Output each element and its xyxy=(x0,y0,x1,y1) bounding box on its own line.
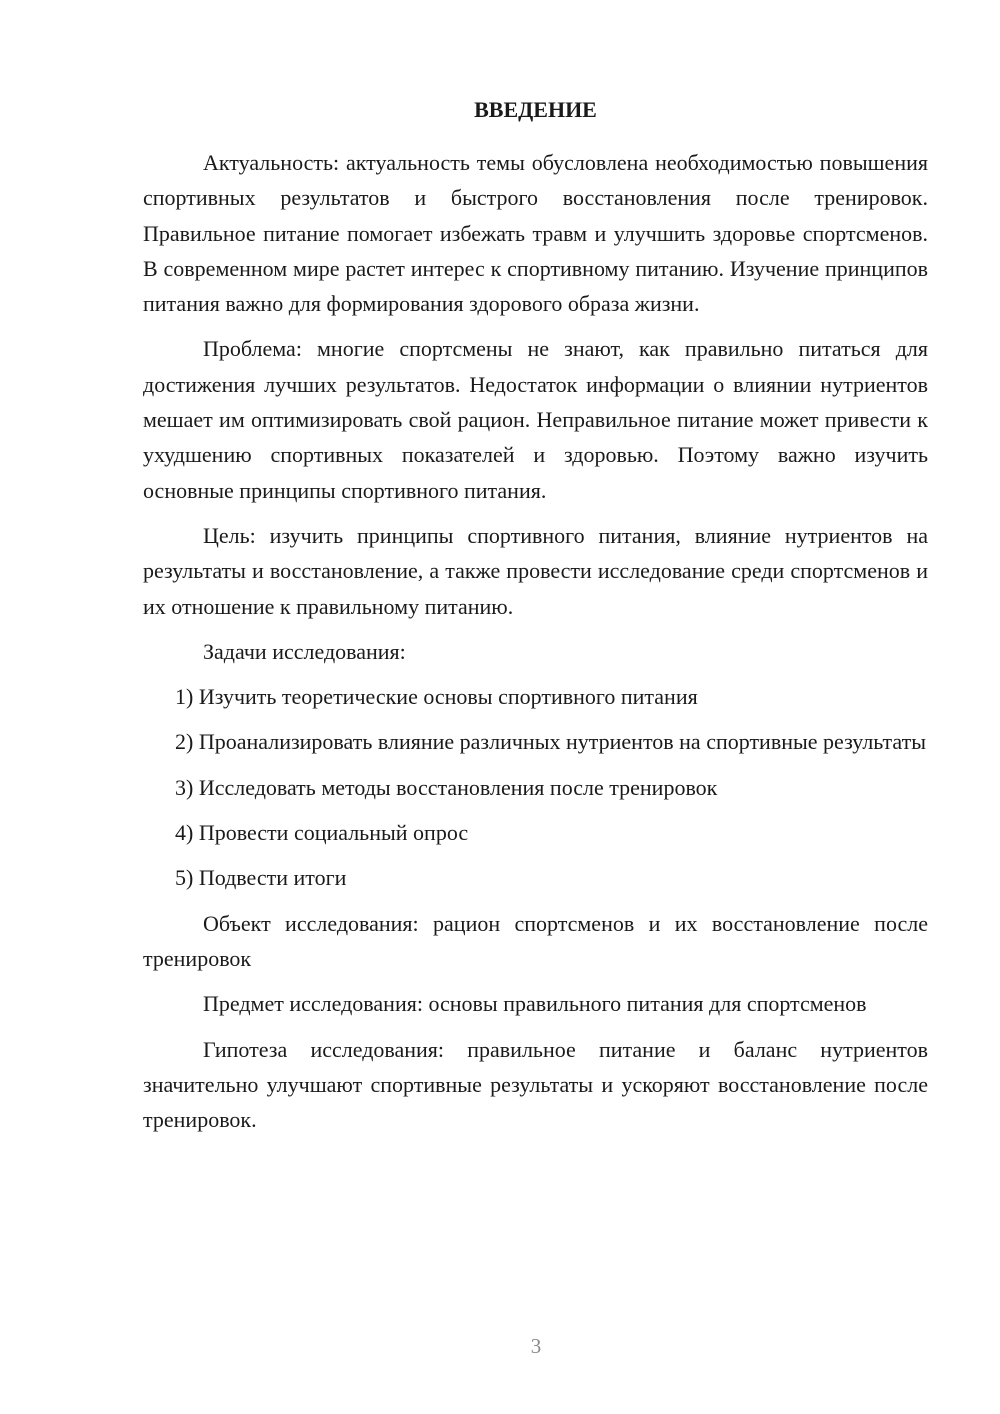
task-item-3: 3) Исследовать методы восстановления после тренировок xyxy=(175,774,718,800)
task-item-1: 1) Изучить теоретические основы спортивного питания xyxy=(175,684,698,710)
page-number: 3 xyxy=(530,1334,542,1358)
problem-paragraph: Проблема: многие спортсмены не знают, как правильно питаться для достижения лучших результатов. Недостаток информации о влиянии нутриентов мешает им оптимизировать свой рацион. Неправильное питание может привести к ухудшению спортивных показателей и здоровью. Поэтому важно изучить основные принципы спортивного питания. xyxy=(143,336,928,503)
relevance-paragraph: Актуальность: актуальность темы обусловлена необходимостью повышения спортивных результатов и быстрого восстановления после тренировок. Правильное питание помогает избежать травм и улучшить здоровье спортсменов. В современном мире растет интерес к спортивному питанию. Изучение принципов питания важно для формирования здорового образа жизни. xyxy=(143,150,928,317)
subject-paragraph: Предмет исследования: основы правильного питания для спортсменов xyxy=(203,991,867,1017)
tasks-heading: Задачи исследования: xyxy=(203,638,406,664)
section-title: ВВЕДЕНИЕ xyxy=(474,97,597,122)
task-item-5: 5) Подвести итоги xyxy=(175,865,347,891)
hypothesis-paragraph: Гипотеза исследования: правильное питание и баланс нутриентов значительно улучшают спортивные результаты и ускоряют восстановление после тренировок. xyxy=(143,1036,928,1133)
task-item-4: 4) Провести социальный опрос xyxy=(175,820,469,846)
object-paragraph: Объект исследования: рацион спортсменов и их восстановление после тренировок xyxy=(143,910,928,971)
goal-paragraph: Цель: изучить принципы спортивного питания, влияние нутриентов на результаты и восстановление, а также провести исследование среди спортсменов и их отношение к правильному питанию. xyxy=(143,522,928,619)
task-item-2: 2) Проанализировать влияние различных нутриентов на спортивные результаты xyxy=(175,729,926,755)
page-content xyxy=(143,92,928,1137)
